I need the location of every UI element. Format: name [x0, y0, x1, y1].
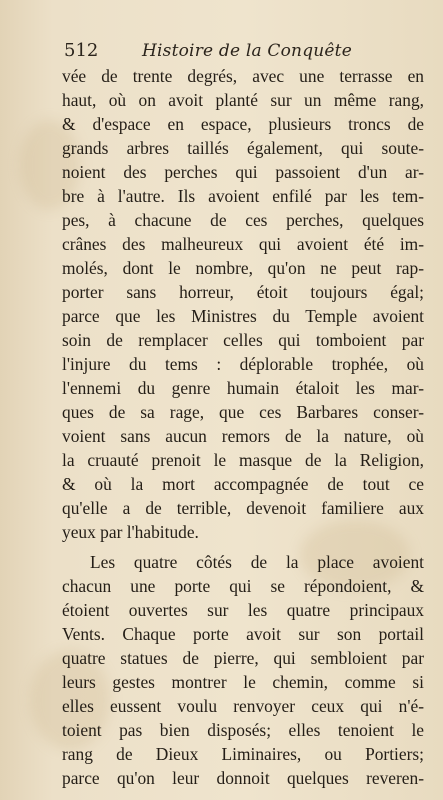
text-line: porter sans horreur, étoit toujours égal; — [62, 282, 424, 302]
text-line: pes, à chacune de ces perches, quelques — [62, 210, 424, 230]
text-line: chacun une porte qui se répondoient, & — [62, 576, 424, 596]
text-line: & d'espace en espace, plusieurs troncs de — [62, 114, 424, 134]
paragraph — [62, 64, 424, 544]
text-line: yeux par l'habitude. — [62, 522, 199, 542]
text-line: vée de trente degrés, avec une terrasse en — [62, 66, 424, 86]
page-number: 512 — [64, 40, 99, 61]
text-line: étoient ouvertes sur les quatre principaux — [62, 600, 424, 620]
text-line: soin de remplacer celles qui tomboient par — [62, 330, 424, 350]
text-line: Les quatre côtés de la place avoient — [90, 552, 424, 572]
text-line: quatre statues de pierre, qui sembloient par — [62, 648, 424, 668]
text-line: l'injure du tems : déplorable trophée, où — [62, 354, 424, 374]
text-line: Vents. Chaque porte avoit sur son portail — [62, 624, 424, 644]
text-line: parce que les Ministres du Temple avoient — [62, 306, 424, 326]
text-line: voient sans aucun remors de la nature, où — [62, 426, 424, 446]
text-line: toient pas bien disposés; elles tenoient le — [62, 720, 424, 740]
body-text — [62, 64, 424, 790]
text-line: la cruauté prenoit le masque de la Religion, — [62, 450, 424, 470]
running-title: Histoire de la Conquête — [142, 41, 352, 61]
text-line: leurs gestes montrer le chemin, comme si — [62, 672, 424, 692]
text-line: bre à l'autre. Ils avoient enfilé par les tem- — [62, 186, 424, 206]
text-line: crânes des malheureux qui avoient été im- — [62, 234, 424, 254]
text-line: haut, où on avoit planté sur un même rang, — [62, 90, 424, 110]
text-line: l'ennemi du genre humain étaloit les mar- — [62, 378, 424, 398]
text-line: parce qu'on leur donnoit quelques reveren- — [62, 768, 424, 788]
text-line: grands arbres taillés également, qui soute- — [62, 138, 424, 158]
text-line: rang de Dieux Liminaires, ou Portiers; — [62, 744, 424, 764]
text-line: elles eussent voulu renvoyer ceux qui n'é- — [62, 696, 424, 716]
text-line: molés, dont le nombre, qu'on ne peut rap- — [62, 258, 424, 278]
text-line: qu'elle a de terrible, devenoit familiere aux — [62, 498, 424, 518]
page-header — [64, 40, 424, 64]
text-line: ques de sa rage, que ces Barbares conser- — [62, 402, 424, 422]
text-line: noient des perches qui passoient d'un ar- — [62, 162, 424, 182]
paragraph — [62, 550, 424, 790]
text-line: & où la mort accompagnée de tout ce — [62, 474, 424, 494]
